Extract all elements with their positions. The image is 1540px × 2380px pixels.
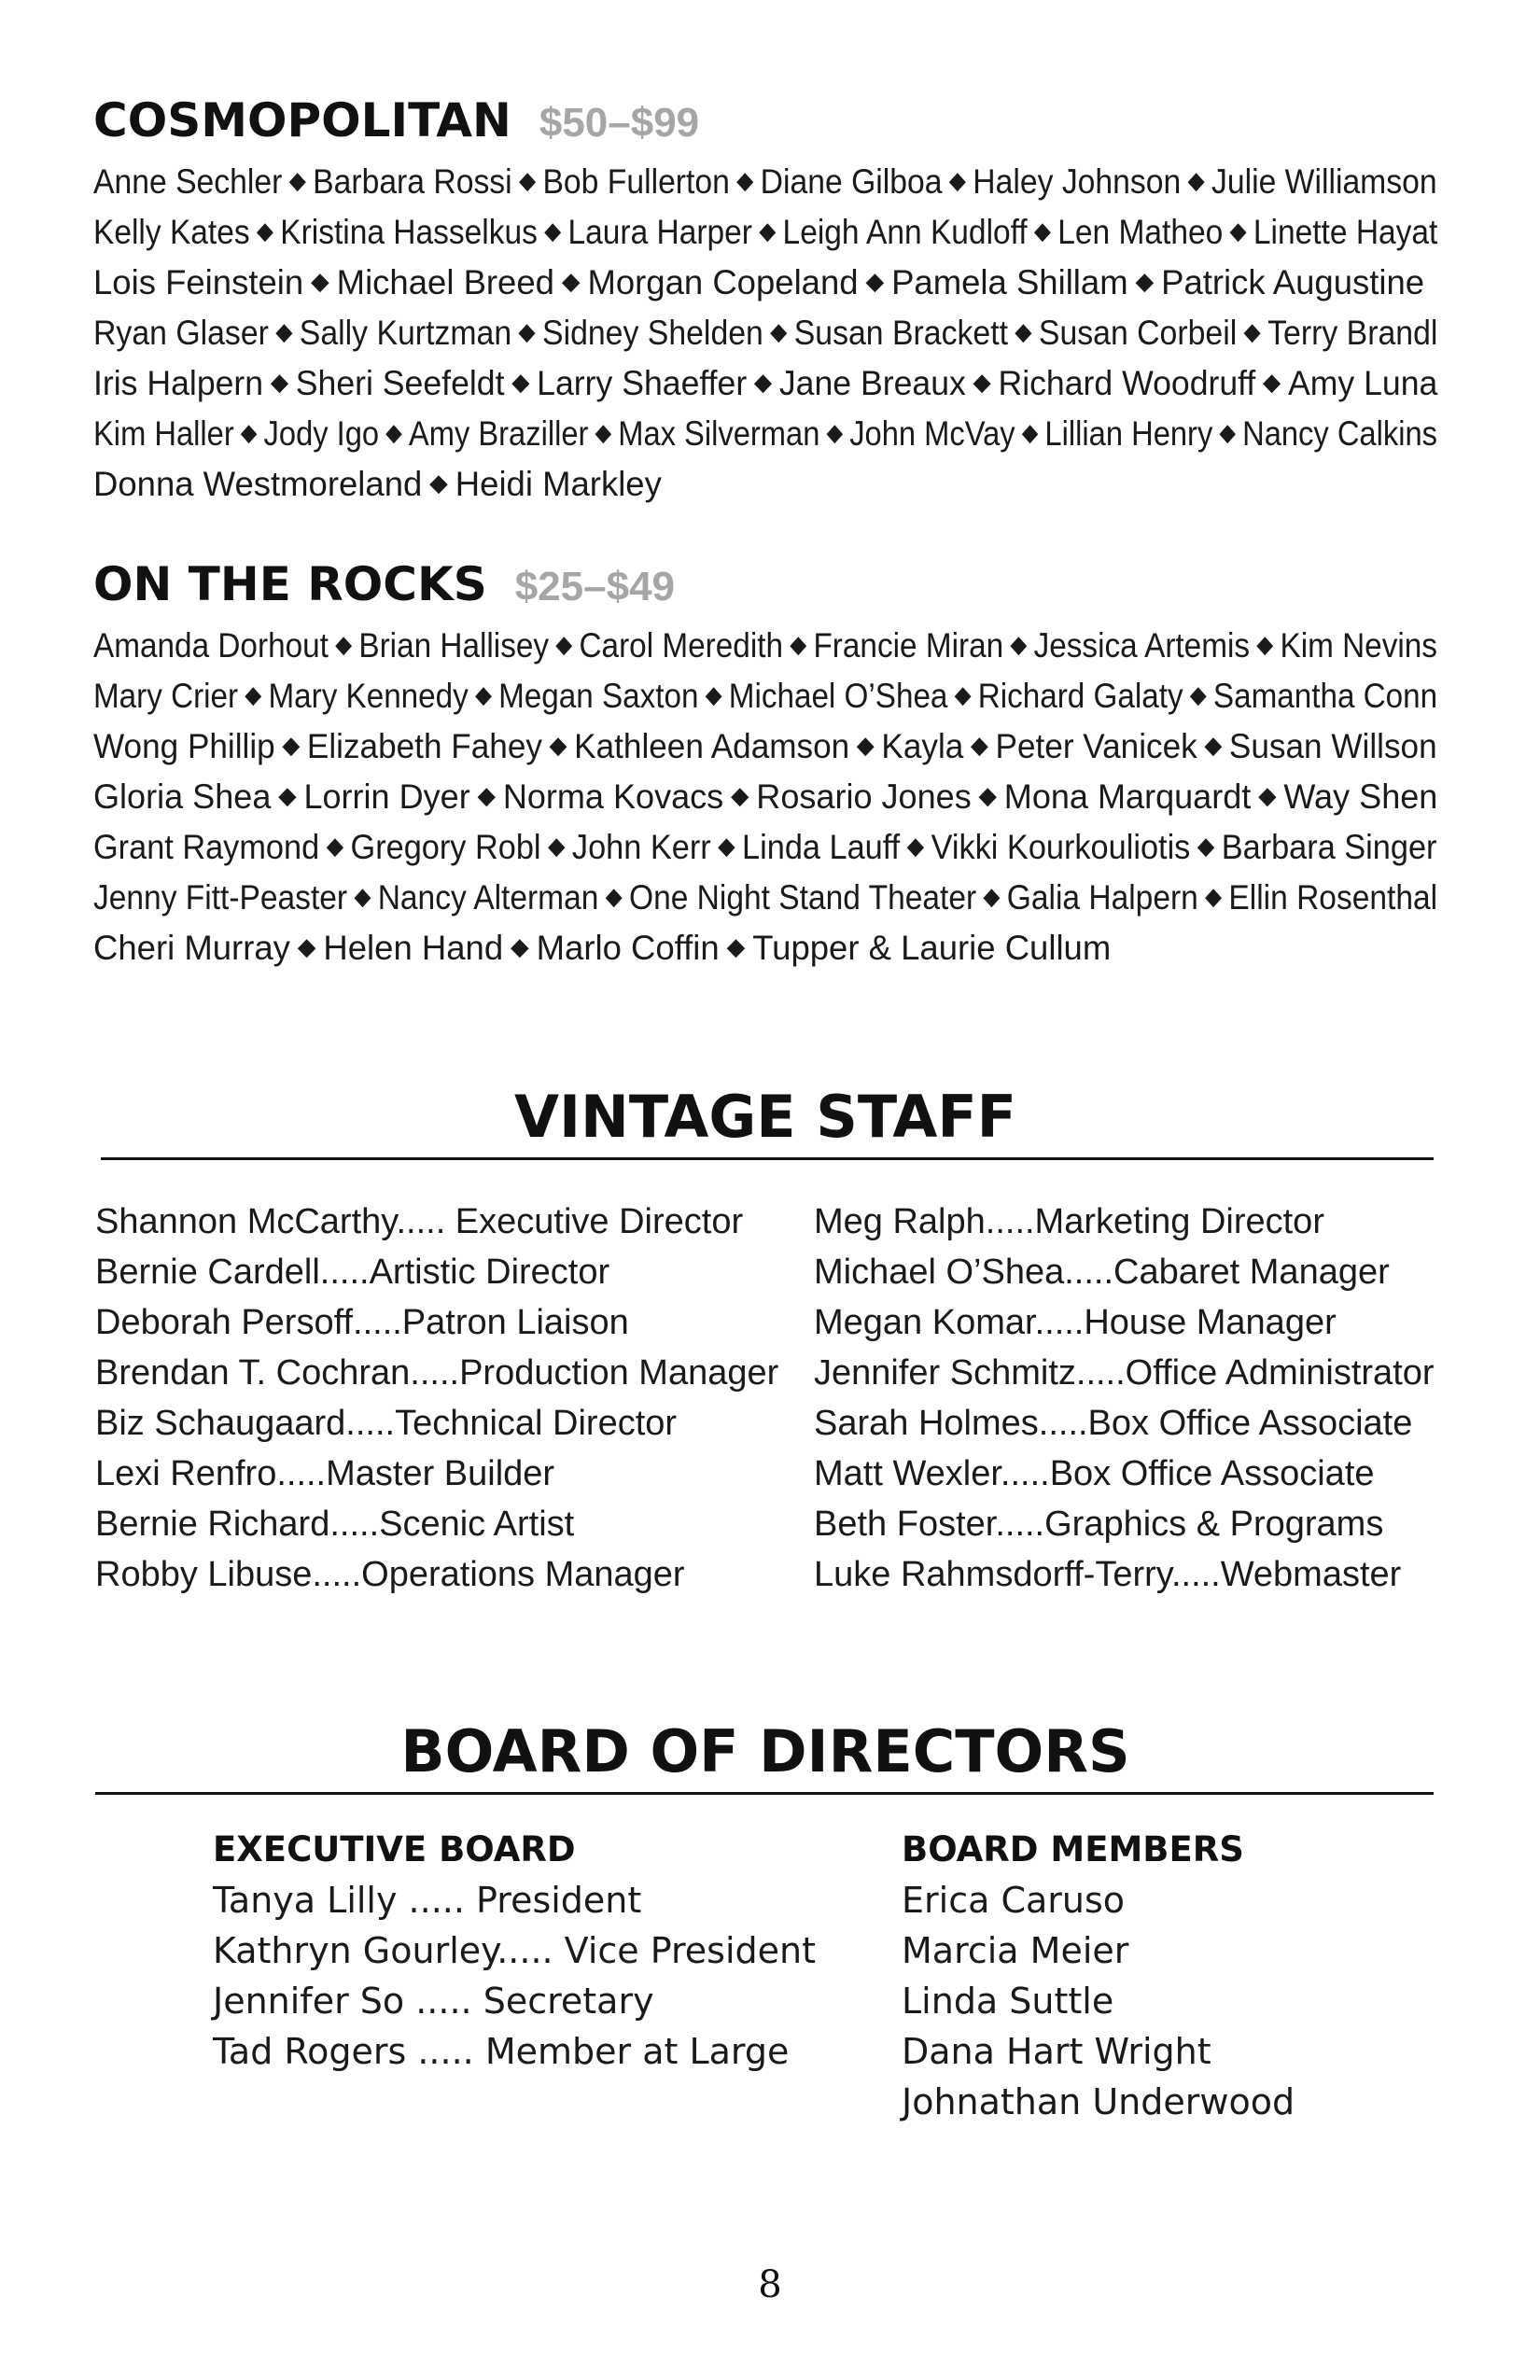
diamond-separator-icon: ◆: [561, 267, 581, 295]
donor-name: Megan Saxton: [498, 677, 699, 715]
staff-entry: Lexi Renfro.....Master Builder: [95, 1454, 555, 1493]
donor-name: Michael Breed: [336, 263, 554, 301]
staff-entry: Robby Libuse.....Operations Manager: [95, 1555, 685, 1594]
diamond-separator-icon: ◆: [278, 781, 297, 809]
staff-entry: Shannon McCarthy..... Executive Director: [95, 1202, 744, 1241]
donor-line: [93, 671, 1438, 721]
donor-name: Pamela Shillam: [891, 263, 1128, 301]
staff-entry: Megan Komar.....House Manager: [814, 1303, 1337, 1342]
diamond-separator-icon: ◆: [973, 368, 991, 396]
donor-name: Amy Luna: [1287, 364, 1438, 402]
tier-cosmopolitan: [93, 93, 1456, 510]
donor-name: Sheri Seefeldt: [295, 364, 505, 402]
board-divider: [95, 1792, 1434, 1795]
board-entry: Linda Suttle: [902, 1981, 1114, 2022]
staff-entry: Brendan T. Cochran.....Production Manager: [95, 1353, 779, 1393]
diamond-separator-icon: ◆: [1258, 781, 1277, 809]
donor-name: Helen Hand: [323, 929, 504, 967]
diamond-separator-icon: ◆: [1021, 418, 1039, 446]
diamond-separator-icon: ◆: [983, 882, 1001, 910]
donor-name: John Kerr: [571, 828, 711, 866]
diamond-separator-icon: ◆: [978, 781, 998, 809]
diamond-separator-icon: ◆: [270, 368, 289, 396]
donor-name: Donna Westmoreland: [93, 465, 423, 503]
donor-name: Laura Harper: [567, 213, 752, 251]
donor-name: Kim Nevins: [1280, 626, 1437, 665]
tier-title: ON THE ROCKS: [93, 557, 487, 611]
donor-line: [93, 207, 1438, 258]
board-entry: Tanya Lilly ..... President: [213, 1880, 642, 1921]
donor-name: Michael O’Shea: [728, 677, 948, 715]
donor-name: Len Matheo: [1057, 213, 1224, 251]
diamond-separator-icon: ◆: [275, 317, 293, 345]
diamond-separator-icon: ◆: [595, 418, 612, 446]
donor-line: [93, 721, 1437, 772]
diamond-separator-icon: ◆: [282, 731, 301, 759]
diamond-separator-icon: ◆: [1229, 217, 1247, 245]
donor-line: [93, 409, 1437, 459]
diamond-separator-icon: ◆: [1219, 418, 1237, 446]
diamond-separator-icon: ◆: [736, 166, 754, 194]
donor-name: Iris Halpern: [93, 364, 264, 402]
diamond-separator-icon: ◆: [1243, 317, 1261, 345]
donor-name: Susan Brackett: [793, 314, 1009, 352]
donor-name: Larry Shaeffer: [537, 364, 748, 402]
donor-name: Linda Lauff: [742, 828, 901, 866]
donor-name: Amy Braziller: [408, 414, 589, 453]
diamond-separator-icon: ◆: [429, 469, 448, 497]
donor-name: Barbara Rossi: [313, 162, 512, 201]
donor-name: Ryan Glaser: [93, 314, 269, 352]
diamond-separator-icon: ◆: [544, 217, 562, 245]
donor-name: Samantha Conn: [1212, 677, 1438, 715]
donor-name: Diane Gilboa: [760, 162, 943, 201]
donor-name: Tupper & Laurie Cullum: [752, 929, 1112, 967]
diamond-separator-icon: ◆: [555, 630, 573, 658]
staff-column-right: [814, 1197, 1435, 1600]
diamond-separator-icon: ◆: [326, 832, 344, 860]
diamond-separator-icon: ◆: [549, 731, 567, 759]
donor-name: Kelly Kates: [93, 213, 250, 251]
diamond-separator-icon: ◆: [474, 680, 492, 708]
donor-name: Morgan Copeland: [587, 263, 859, 301]
diamond-separator-icon: ◆: [759, 217, 777, 245]
diamond-separator-icon: ◆: [705, 680, 722, 708]
diamond-separator-icon: ◆: [288, 166, 306, 194]
donor-name: Julie Williamson: [1211, 162, 1437, 201]
diamond-separator-icon: ◆: [511, 932, 529, 960]
staff-title: VINTAGE STAFF: [513, 1083, 1017, 1151]
tier-on-the-rocks: [93, 557, 1456, 973]
donor-name: Cheri Murray: [93, 929, 290, 967]
donor-name: Nancy Alterman: [377, 878, 599, 917]
diamond-separator-icon: ◆: [1204, 731, 1223, 759]
diamond-separator-icon: ◆: [1010, 630, 1028, 658]
page-number: 8: [758, 2263, 782, 2306]
diamond-separator-icon: ◆: [948, 166, 967, 194]
donor-line: [93, 308, 1438, 358]
donor-line: [93, 873, 1438, 923]
staff-entry: Deborah Persoff.....Patron Liaison: [95, 1303, 629, 1342]
donor-name: Kim Haller: [93, 414, 234, 453]
executive-board: [213, 1825, 816, 2077]
donor-name: Rosario Jones: [756, 777, 972, 816]
donor-name: Leigh Ann Kudloff: [782, 213, 1028, 251]
staff-divider: [101, 1157, 1434, 1160]
donor-name: Gloria Shea: [93, 777, 272, 816]
donor-line: [93, 157, 1437, 207]
donor-line: [93, 358, 1438, 409]
diamond-separator-icon: ◆: [518, 317, 536, 345]
donor-name: Francie Miran: [813, 626, 1004, 665]
donor-name: One Night Stand Theater: [628, 878, 977, 917]
donor-name: Vikki Kourkouliotis: [931, 828, 1191, 866]
donor-list: [93, 621, 1456, 973]
diamond-separator-icon: ◆: [1033, 217, 1052, 245]
donor-name: Susan Corbeil: [1038, 314, 1238, 352]
staff-entry: Jennifer Schmitz.....Office Administrator: [814, 1353, 1435, 1393]
donor-name: Mary Kennedy: [268, 677, 469, 715]
donor-name: Bob Fullerton: [542, 162, 730, 201]
diamond-separator-icon: ◆: [385, 418, 402, 446]
donor-name: Lois Feinstein: [93, 263, 304, 301]
staff-entry: Matt Wexler.....Box Office Associate: [814, 1454, 1375, 1493]
donor-line: [93, 258, 1437, 308]
diamond-separator-icon: ◆: [354, 882, 371, 910]
donor-name: Barbara Singer: [1221, 828, 1437, 866]
diamond-separator-icon: ◆: [770, 317, 788, 345]
donor-name: Terry Brandl: [1267, 314, 1438, 352]
diamond-separator-icon: ◆: [335, 630, 353, 658]
diamond-separator-icon: ◆: [1135, 267, 1155, 295]
executive-board-heading: EXECUTIVE BOARD: [213, 1829, 576, 1869]
diamond-separator-icon: ◆: [1189, 680, 1207, 708]
donor-name: Brian Hallisey: [358, 626, 550, 665]
donor-name: Grant Raymond: [93, 828, 320, 866]
diamond-separator-icon: ◆: [1187, 166, 1205, 194]
diamond-separator-icon: ◆: [826, 418, 844, 446]
diamond-separator-icon: ◆: [865, 267, 885, 295]
diamond-separator-icon: ◆: [856, 731, 875, 759]
donor-name: Peter Vanicek: [995, 727, 1197, 765]
donor-name: Jenny Fitt-Peaster: [93, 878, 348, 917]
diamond-separator-icon: ◆: [240, 418, 258, 446]
tier-range: $25–$49: [514, 564, 676, 609]
board-title: BOARD OF DIRECTORS: [400, 1717, 1130, 1785]
donor-name: John McVay: [849, 414, 1015, 453]
donor-name: Kathleen Adamson: [574, 727, 850, 765]
diamond-separator-icon: ◆: [511, 368, 530, 396]
board-entry: Johnathan Underwood: [902, 2081, 1295, 2122]
donor-name: Kayla: [881, 727, 964, 765]
tier-heading: [93, 93, 1456, 147]
board-members: [902, 1825, 1295, 2127]
donor-name: Nancy Calkins: [1242, 414, 1437, 453]
diamond-separator-icon: ◆: [1263, 368, 1281, 396]
donor-name: Susan Willson: [1228, 727, 1437, 765]
diamond-separator-icon: ◆: [518, 166, 537, 194]
board-entry: Erica Caruso: [902, 1880, 1126, 1921]
donor-name: Marlo Coffin: [536, 929, 720, 967]
board-entry: Dana Hart Wright: [902, 2031, 1211, 2072]
donor-line: [93, 772, 1438, 822]
donor-line: [93, 923, 1437, 973]
staff-entry: Meg Ralph.....Marketing Director: [814, 1202, 1324, 1241]
donor-name: Anne Sechler: [93, 162, 283, 201]
staff-entry: Sarah Holmes.....Box Office Associate: [814, 1404, 1413, 1443]
tier-heading: [93, 557, 1456, 611]
staff-entry: Biz Schaugaard.....Technical Director: [95, 1404, 678, 1443]
tier-title: COSMOPOLITAN: [93, 93, 511, 147]
donor-name: Amanda Dorhout: [93, 626, 329, 665]
diamond-separator-icon: ◆: [1205, 882, 1223, 910]
diamond-separator-icon: ◆: [906, 832, 925, 860]
donor-line: [93, 621, 1437, 671]
donor-name: Ellin Rosenthal: [1228, 878, 1438, 917]
diamond-separator-icon: ◆: [970, 731, 988, 759]
donor-name: Elizabeth Fahey: [306, 727, 542, 765]
board-entry: Jennifer So ..... Secretary: [213, 1981, 654, 2022]
diamond-separator-icon: ◆: [954, 680, 972, 708]
donor-name: Norma Kovacs: [502, 777, 724, 816]
staff-entry: Bernie Richard.....Scenic Artist: [95, 1505, 575, 1544]
donor-name: Gregory Robl: [350, 828, 541, 866]
donor-name: Heidi Markley: [455, 465, 662, 503]
board-entry: Tad Rogers ..... Member at Large: [213, 2031, 790, 2072]
donor-line: [93, 822, 1437, 873]
donor-name: Haley Johnson: [973, 162, 1182, 201]
staff-entry: Michael O’Shea.....Cabaret Manager: [814, 1253, 1390, 1292]
donor-name: Galia Halpern: [1006, 878, 1198, 917]
staff-entry: Bernie Cardell.....Artistic Director: [95, 1253, 610, 1292]
donor-list: [93, 157, 1456, 510]
donor-name: Mona Marquardt: [1003, 777, 1252, 816]
donor-name: Max Silverman: [618, 414, 820, 453]
diamond-separator-icon: ◆: [790, 630, 807, 658]
donor-line: [93, 459, 1437, 510]
diamond-separator-icon: ◆: [1015, 317, 1032, 345]
diamond-separator-icon: ◆: [753, 368, 773, 396]
staff-entry: Luke Rahmsdorff-Terry.....Webmaster: [814, 1555, 1402, 1594]
diamond-separator-icon: ◆: [547, 832, 566, 860]
donor-name: Way Shen: [1283, 777, 1438, 816]
donor-name: Mary Crier: [93, 677, 239, 715]
board-entry: Kathryn Gourley..... Vice President: [213, 1930, 816, 1971]
board-members-heading: BOARD MEMBERS: [902, 1829, 1244, 1869]
donor-name: Carol Meredith: [579, 626, 784, 665]
board-entry: Marcia Meier: [902, 1930, 1129, 1971]
diamond-separator-icon: ◆: [256, 217, 273, 245]
diamond-separator-icon: ◆: [311, 267, 329, 295]
donor-name: Patrick Augustine: [1161, 263, 1425, 301]
staff-column-left: [95, 1197, 778, 1600]
donor-name: Jessica Artemis: [1033, 626, 1251, 665]
diamond-separator-icon: ◆: [605, 882, 623, 910]
diamond-separator-icon: ◆: [297, 932, 316, 960]
staff-entry: Beth Foster.....Graphics & Programs: [814, 1505, 1384, 1544]
donor-name: Kristina Hasselkus: [280, 213, 538, 251]
donor-name: Jody Igo: [263, 414, 380, 453]
donor-name: Lillian Henry: [1044, 414, 1213, 453]
diamond-separator-icon: ◆: [731, 781, 749, 809]
diamond-separator-icon: ◆: [1256, 630, 1274, 658]
donor-name: Richard Galaty: [977, 677, 1183, 715]
donor-name: Richard Woodruff: [998, 364, 1256, 402]
donor-name: Wong Phillip: [93, 727, 275, 765]
donor-name: Linette Hayat: [1253, 213, 1438, 251]
diamond-separator-icon: ◆: [477, 781, 497, 809]
donor-name: Jane Breaux: [778, 364, 966, 402]
tier-range: $50–$99: [539, 100, 700, 146]
diamond-separator-icon: ◆: [718, 832, 735, 860]
donor-name: Lorrin Dyer: [303, 777, 470, 816]
diamond-separator-icon: ◆: [245, 680, 262, 708]
diamond-separator-icon: ◆: [1197, 832, 1215, 860]
donor-name: Sidney Shelden: [542, 314, 763, 352]
diamond-separator-icon: ◆: [726, 932, 746, 960]
donor-name: Sally Kurtzman: [299, 314, 512, 352]
